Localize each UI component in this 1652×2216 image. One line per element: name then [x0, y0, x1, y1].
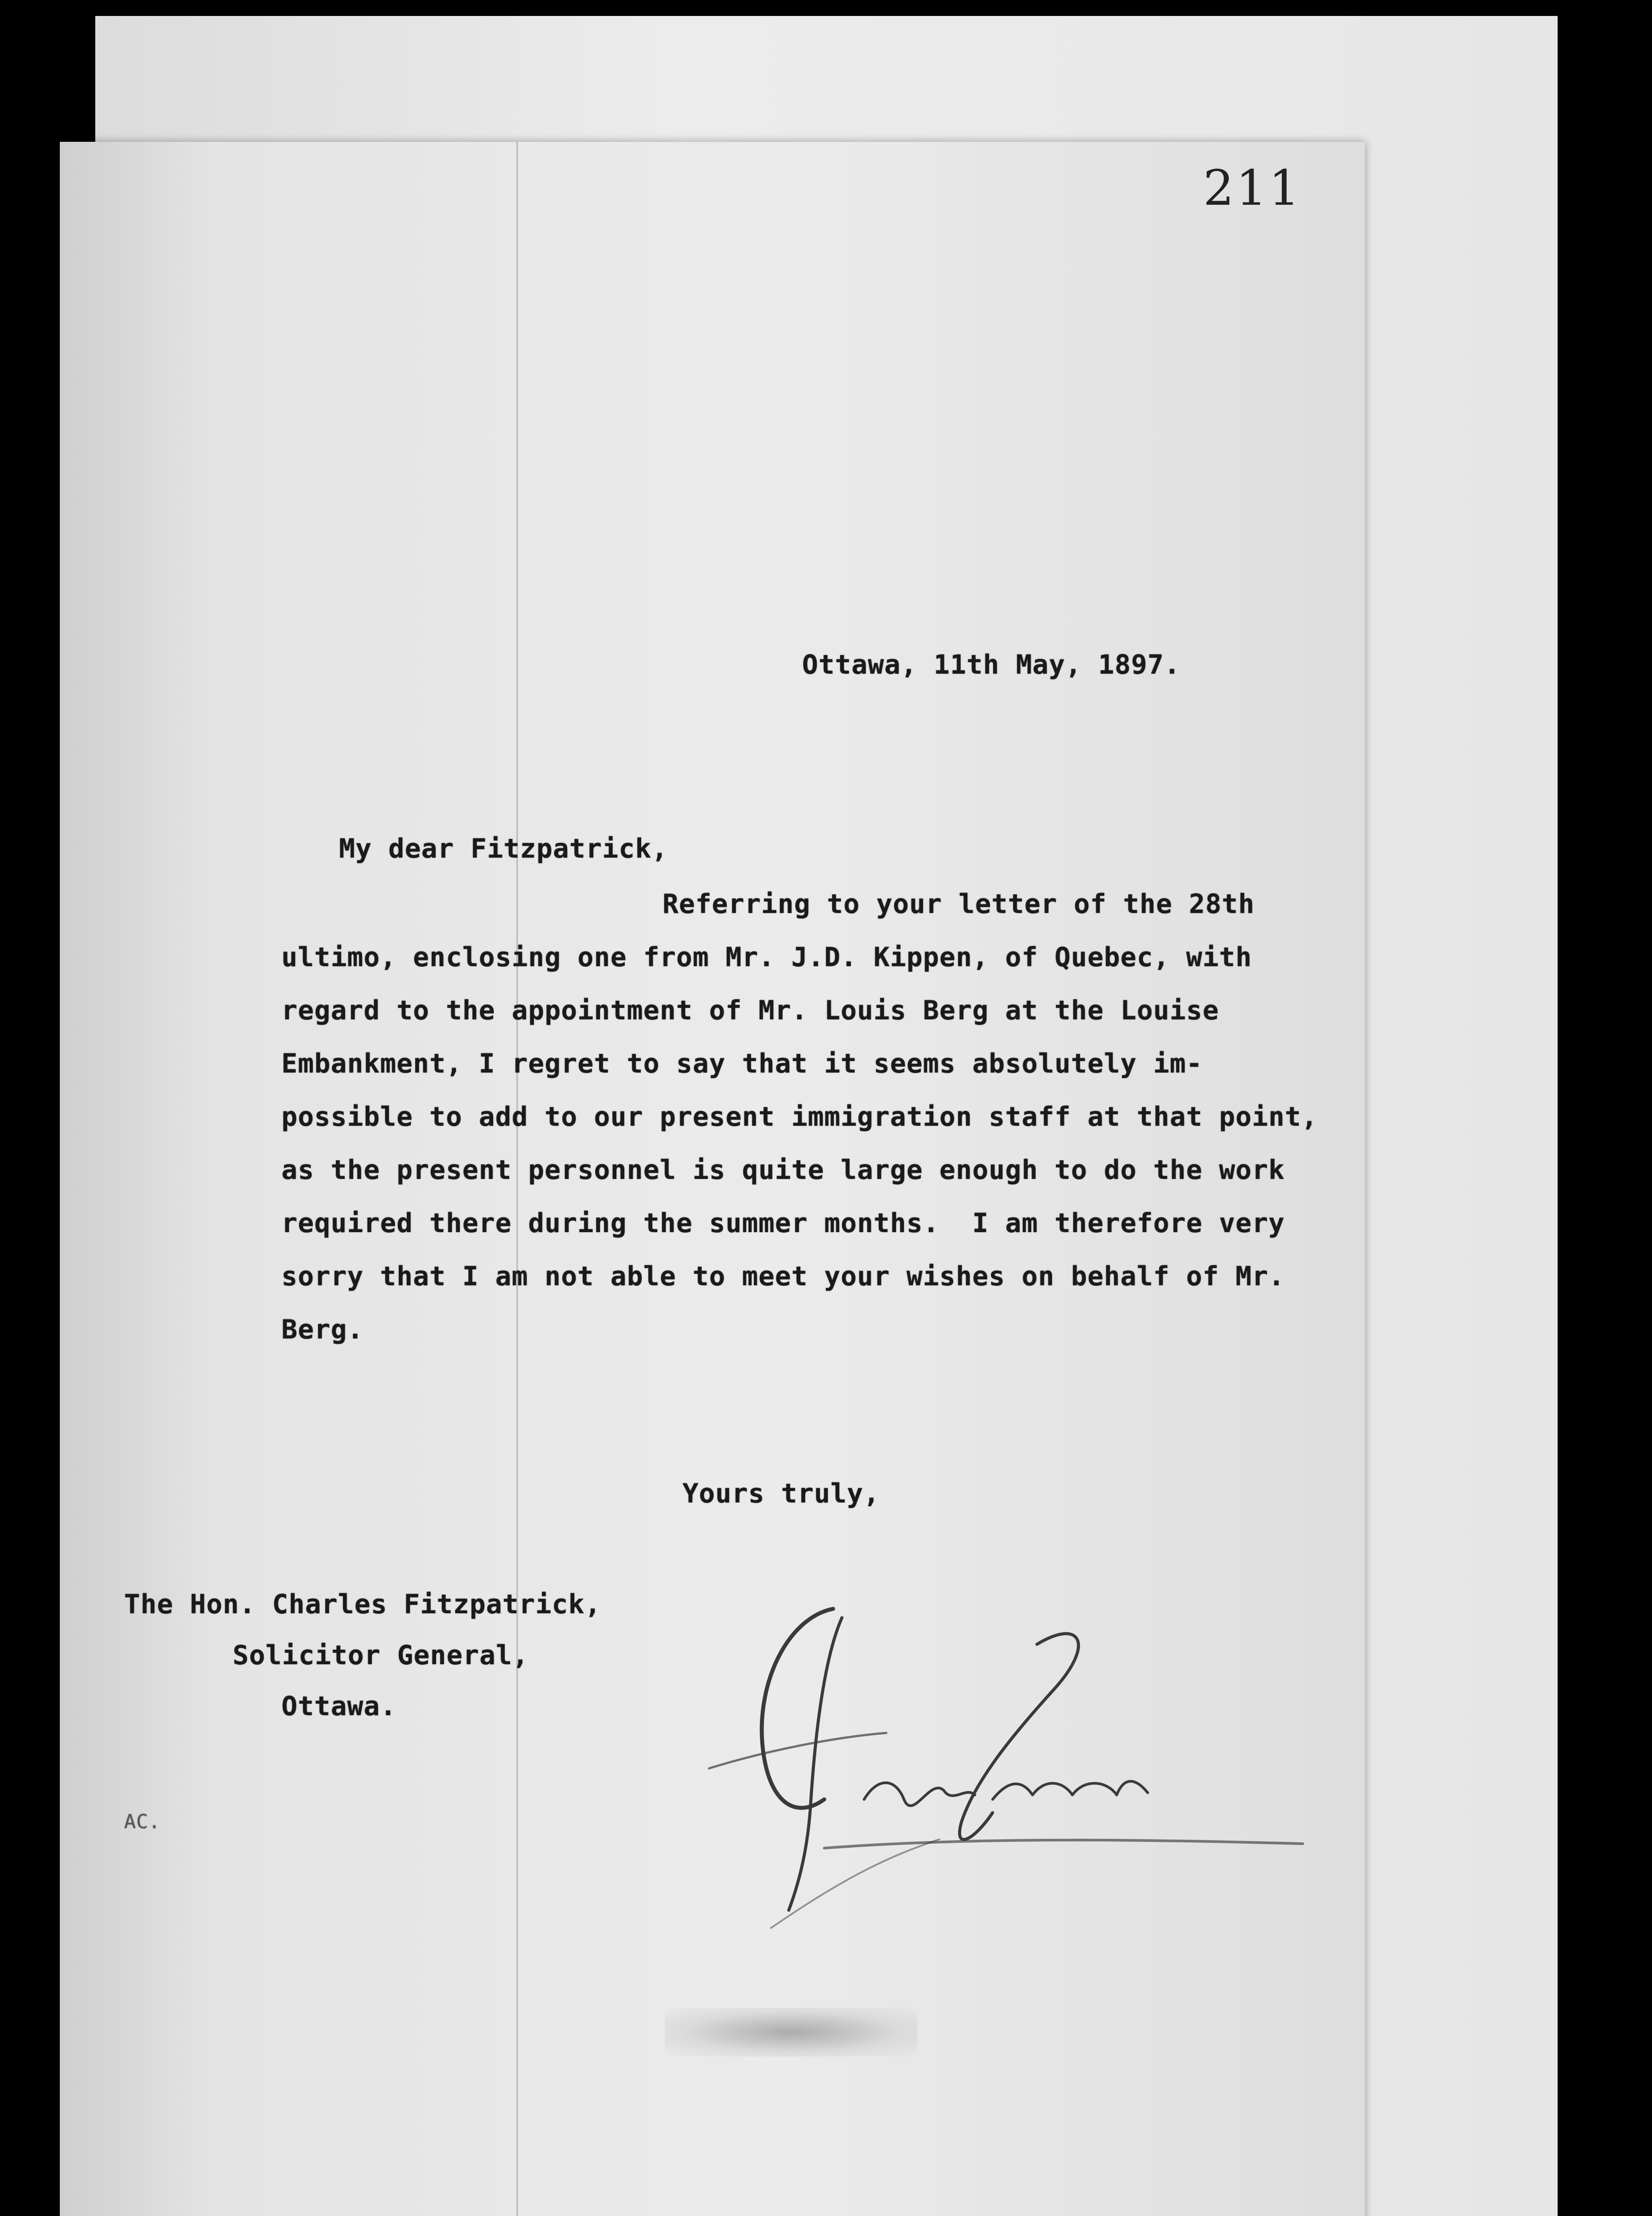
closing: Yours truly,: [682, 1478, 880, 1509]
recipient-title: Solicitor General,: [233, 1640, 529, 1671]
page-number: 211: [1203, 160, 1301, 216]
salutation: My dear Fitzpatrick,: [339, 833, 668, 864]
body-line: sorry that I am not able to meet your wishes on behalf of Mr.: [281, 1261, 1285, 1292]
handwritten-signature: [656, 1591, 1329, 1955]
body-line: Referring to your letter of the 28th: [662, 889, 1255, 920]
ink-smudge: [665, 2008, 917, 2056]
body-line: regard to the appointment of Mr. Louis Berg at the Louise: [281, 995, 1220, 1026]
body-line: as the present personnel is quite large enough to do the work: [281, 1155, 1285, 1186]
body-line: required there during the summer months. I am therefore very: [281, 1208, 1285, 1239]
recipient-city: Ottawa.: [281, 1691, 397, 1722]
body-line: Embankment, I regret to say that it seems absolutely im-: [281, 1048, 1203, 1079]
typist-initials: AC.: [124, 1810, 161, 1833]
dateline: Ottawa, 11th May, 1897.: [802, 649, 1181, 680]
body-line: ultimo, enclosing one from Mr. J.D. Kippen, of Quebec, with: [281, 942, 1252, 973]
body-line: possible to add to our present immigration staff at that point,: [281, 1101, 1318, 1132]
recipient-name: The Hon. Charles Fitzpatrick,: [124, 1589, 601, 1620]
body-line: Berg.: [281, 1314, 364, 1345]
